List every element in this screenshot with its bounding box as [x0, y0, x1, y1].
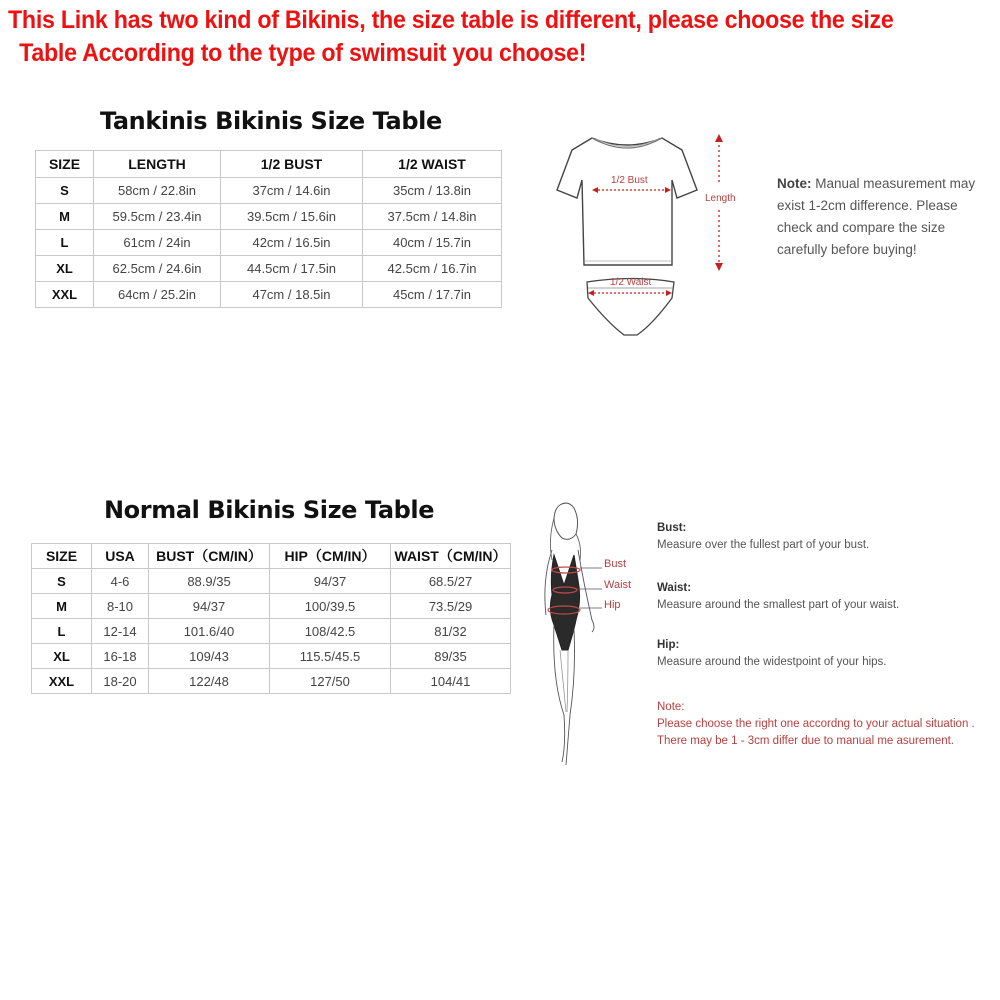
- waist-instruction: [657, 580, 997, 614]
- header-half-waist: 1/2 WAIST: [363, 151, 502, 178]
- table-row: [36, 230, 502, 256]
- bust-label: Bust: [604, 558, 627, 570]
- header-hip: HIP（CM/IN）: [270, 544, 391, 569]
- cell-size: M: [32, 594, 92, 619]
- bust-text: Measure over the fullest part of your bust.: [657, 539, 870, 551]
- cell-hip: 127/50: [270, 669, 391, 694]
- cell-bust: 109/43: [149, 644, 270, 669]
- normal-note: [657, 699, 997, 750]
- cell-bust: 44.5cm / 17.5in: [221, 256, 363, 282]
- tankinis-size-table: [35, 150, 502, 308]
- cell-hip: 115.5/45.5: [270, 644, 391, 669]
- cell-usa: 4-6: [92, 569, 149, 594]
- cell-waist: 81/32: [391, 619, 511, 644]
- cell-length: 59.5cm / 23.4in: [94, 204, 221, 230]
- cell-waist: 42.5cm / 16.7in: [363, 256, 502, 282]
- cell-hip: 94/37: [270, 569, 391, 594]
- hip-label: Hip: [604, 599, 621, 611]
- table-header-row: [36, 151, 502, 178]
- cell-size: XL: [36, 256, 94, 282]
- normal-table-title: Normal Bikinis Size Table: [104, 496, 435, 524]
- length-label: Length: [705, 193, 736, 204]
- note-line-2: There may be 1 - 3cm differ due to manual me asurement.: [657, 735, 955, 747]
- cell-size: L: [36, 230, 94, 256]
- bust-instruction: [657, 520, 997, 554]
- cell-size: S: [36, 178, 94, 204]
- cell-usa: 18-20: [92, 669, 149, 694]
- notice-line-2: Table According to the type of swimsuit you choose!: [19, 39, 587, 67]
- tankinis-table-title: Tankinis Bikinis Size Table: [100, 107, 442, 135]
- header-size: SIZE: [36, 151, 94, 178]
- waist-label: Waist: [604, 579, 632, 591]
- cell-bust: 88.9/35: [149, 569, 270, 594]
- normal-size-table: [31, 543, 511, 694]
- half-bust-label: 1/2 Bust: [611, 175, 648, 186]
- header-usa: USA: [92, 544, 149, 569]
- body-measurement-figure-icon: [540, 500, 620, 770]
- cell-size: XL: [32, 644, 92, 669]
- cell-usa: 12-14: [92, 619, 149, 644]
- half-waist-label: 1/2 Waist: [610, 277, 652, 288]
- cell-bust: 39.5cm / 15.6in: [221, 204, 363, 230]
- cell-waist: 40cm / 15.7in: [363, 230, 502, 256]
- cell-length: 58cm / 22.8in: [94, 178, 221, 204]
- table-header-row: [32, 544, 511, 569]
- cell-size: M: [36, 204, 94, 230]
- header-half-bust: 1/2 BUST: [221, 151, 363, 178]
- table-row: [36, 204, 502, 230]
- cell-waist: 73.5/29: [391, 594, 511, 619]
- cell-bust: 94/37: [149, 594, 270, 619]
- cell-length: 61cm / 24in: [94, 230, 221, 256]
- table-row: [32, 594, 511, 619]
- cell-waist: 89/35: [391, 644, 511, 669]
- cell-bust: 122/48: [149, 669, 270, 694]
- header-bust: BUST（CM/IN）: [149, 544, 270, 569]
- notice-banner: [8, 4, 1000, 70]
- table-row: [36, 256, 502, 282]
- bust-heading: Bust:: [657, 522, 687, 534]
- cell-usa: 8-10: [92, 594, 149, 619]
- waist-heading: Waist:: [657, 582, 692, 594]
- cell-hip: 100/39.5: [270, 594, 391, 619]
- tankinis-note: [777, 173, 992, 261]
- table-row: [32, 669, 511, 694]
- note-label: Note:: [777, 176, 812, 191]
- cell-bust: 37cm / 14.6in: [221, 178, 363, 204]
- cell-size: XXL: [36, 282, 94, 308]
- hip-heading: Hip:: [657, 639, 680, 651]
- table-row: [32, 644, 511, 669]
- cell-waist: 45cm / 17.7in: [363, 282, 502, 308]
- cell-hip: 108/42.5: [270, 619, 391, 644]
- cell-waist: 37.5cm / 14.8in: [363, 204, 502, 230]
- cell-bust: 42cm / 16.5in: [221, 230, 363, 256]
- header-length: LENGTH: [94, 151, 221, 178]
- header-waist: WAIST（CM/IN）: [391, 544, 511, 569]
- tshirt-diagram-icon: [552, 130, 752, 340]
- cell-waist: 104/41: [391, 669, 511, 694]
- notice-line-1: This Link has two kind of Bikinis, the size table is different, please choose the size: [8, 6, 894, 34]
- table-row: [36, 178, 502, 204]
- note-line-1: Please choose the right one accordng to your actual situation .: [657, 718, 975, 730]
- cell-size: L: [32, 619, 92, 644]
- note-text: Manual measurement may exist 1-2cm difference. Please check and compare the size carefully before buying!: [777, 176, 976, 257]
- waist-text: Measure around the smallest part of your waist.: [657, 599, 900, 611]
- hip-text: Measure around the widestpoint of your hips.: [657, 656, 887, 668]
- cell-size: XXL: [32, 669, 92, 694]
- header-size: SIZE: [32, 544, 92, 569]
- note-heading: Note:: [657, 701, 685, 713]
- cell-usa: 16-18: [92, 644, 149, 669]
- table-row: [32, 619, 511, 644]
- cell-length: 62.5cm / 24.6in: [94, 256, 221, 282]
- cell-waist: 35cm / 13.8in: [363, 178, 502, 204]
- cell-waist: 68.5/27: [391, 569, 511, 594]
- cell-bust: 101.6/40: [149, 619, 270, 644]
- table-row: [32, 569, 511, 594]
- cell-bust: 47cm / 18.5in: [221, 282, 363, 308]
- table-row: [36, 282, 502, 308]
- hip-instruction: [657, 637, 997, 671]
- cell-size: S: [32, 569, 92, 594]
- cell-length: 64cm / 25.2in: [94, 282, 221, 308]
